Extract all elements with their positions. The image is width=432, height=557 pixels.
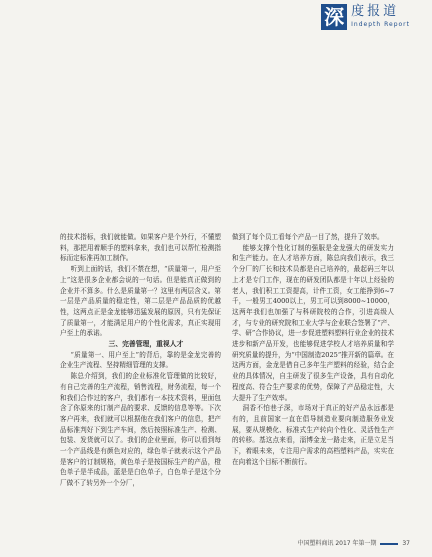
paragraph: “质量第一、用户至上”的背后，靠的是金龙完善的企业生产流程、坚持精细管理的支撑。 (60, 350, 221, 370)
header-title-en: Indepth Report (351, 21, 410, 28)
paragraph: 洞香不怕巷子深，市场对于真正的好产品永远都是有的，且前国家一直在倡导制造业要向制造服务业发展，要从规模化、标准式生产转向个性化、灵活性生产的转移。基这点来看，淄博金龙一路走来，正是立足当下，着眼未来，专注用户需求的高档塑料产品，实实在在向着这个目标不断前行。 (232, 404, 394, 466)
section-title: 三、完善管理，重视人才 (108, 340, 184, 349)
left-column (60, 232, 221, 489)
paragraph: 陈总介绍到，我们的企业标准化管理做的比较好，有自己完善的生产流程，销售流程，财务流程，每一个和我们合作过的客户，我们都有一本技术资料，里面包含了你原来的订制产品的要求、反馈的信息等等。下次客户再来，我们就可以根据他在我们客户的信息，把产品标准判好下到生产车间，然后按照标准生产、检测、包装、发货就可以了。我们的企业里面，你可以看到每一个产品线是有颜色对应的，绿色单子就表示这个产品是客户的订制规格，黄色单子是按国标生产的产品，橙色单子是半成品，蓝是是白色单子，白色单子是这个分厂做不了转另外一个分厂， (60, 372, 221, 488)
paragraph: 做到了每个员工看每个产品一目了然，提升了效率。 (232, 233, 384, 241)
right-column (232, 232, 394, 467)
header-title-cn: 度报道 (351, 4, 400, 19)
header-logo-char: 深 (321, 4, 347, 30)
page-footer (297, 538, 410, 547)
header-text (351, 4, 410, 28)
paragraph: 能够支撑个性化订制的强服是金龙强大的研发实力和生产能力。在人才培养方面，陈总向我们表示，我三个分厂的厂长和技术员都是自己培养的，最起码三年以上才是专门工作，现在的研发团队都是十年以上经验的老人，我们积工工资提高，计件工资，女工能挣到6~7千，一般男工4000以上，男工可以到8000~10000，这两年我们也加强了与科研院校的合作，引进高级人才，与专业的研究院和工业大学与企业联合签署了“产、学、研”合作协议，进一步促进塑料塑料行业企业的技术进步和新产品开发，也能够促进学校人才培养质量和学研究质量的提升，为“中国制造2025”推开新的篇章。在这两方面，金龙是借自己多年生产塑料的经验，结合企业的具体情况，自主研发了很多生产设备，具有自动化程度高、符合生产要求的优势，保障了产品稳定性，大大提升了生产效率。 (232, 243, 394, 402)
footer-bar (380, 543, 398, 545)
section-header (321, 4, 410, 30)
paragraph: 的技术指标，我们就能做。如果客户是个外行，不懂塑料，那把用着顺手的塑料拿来，我们也可以帮忙检测指标而定标准再加工制作。 (60, 233, 221, 263)
page-number: 37 (402, 540, 410, 547)
blank-image-area (30, 40, 408, 220)
footer-text: 中国塑料商讯 2017 年第一期 (297, 540, 377, 547)
paragraph: 听到上面的话，我们不禁在想，“质量第一，用户至上”这是很多企业都会说的一句话。但是能真正做到的企业并不算多。什么是质量第一？这里有两层含义。第一层是产品质量的稳定性，第二层是产品品质的优越性，这两点正是金龙能够迅猛发展的原因，只有先保证了质量第一，才能满足用户的个性化需求，真正实现用户至上的承诺。 (60, 265, 221, 338)
